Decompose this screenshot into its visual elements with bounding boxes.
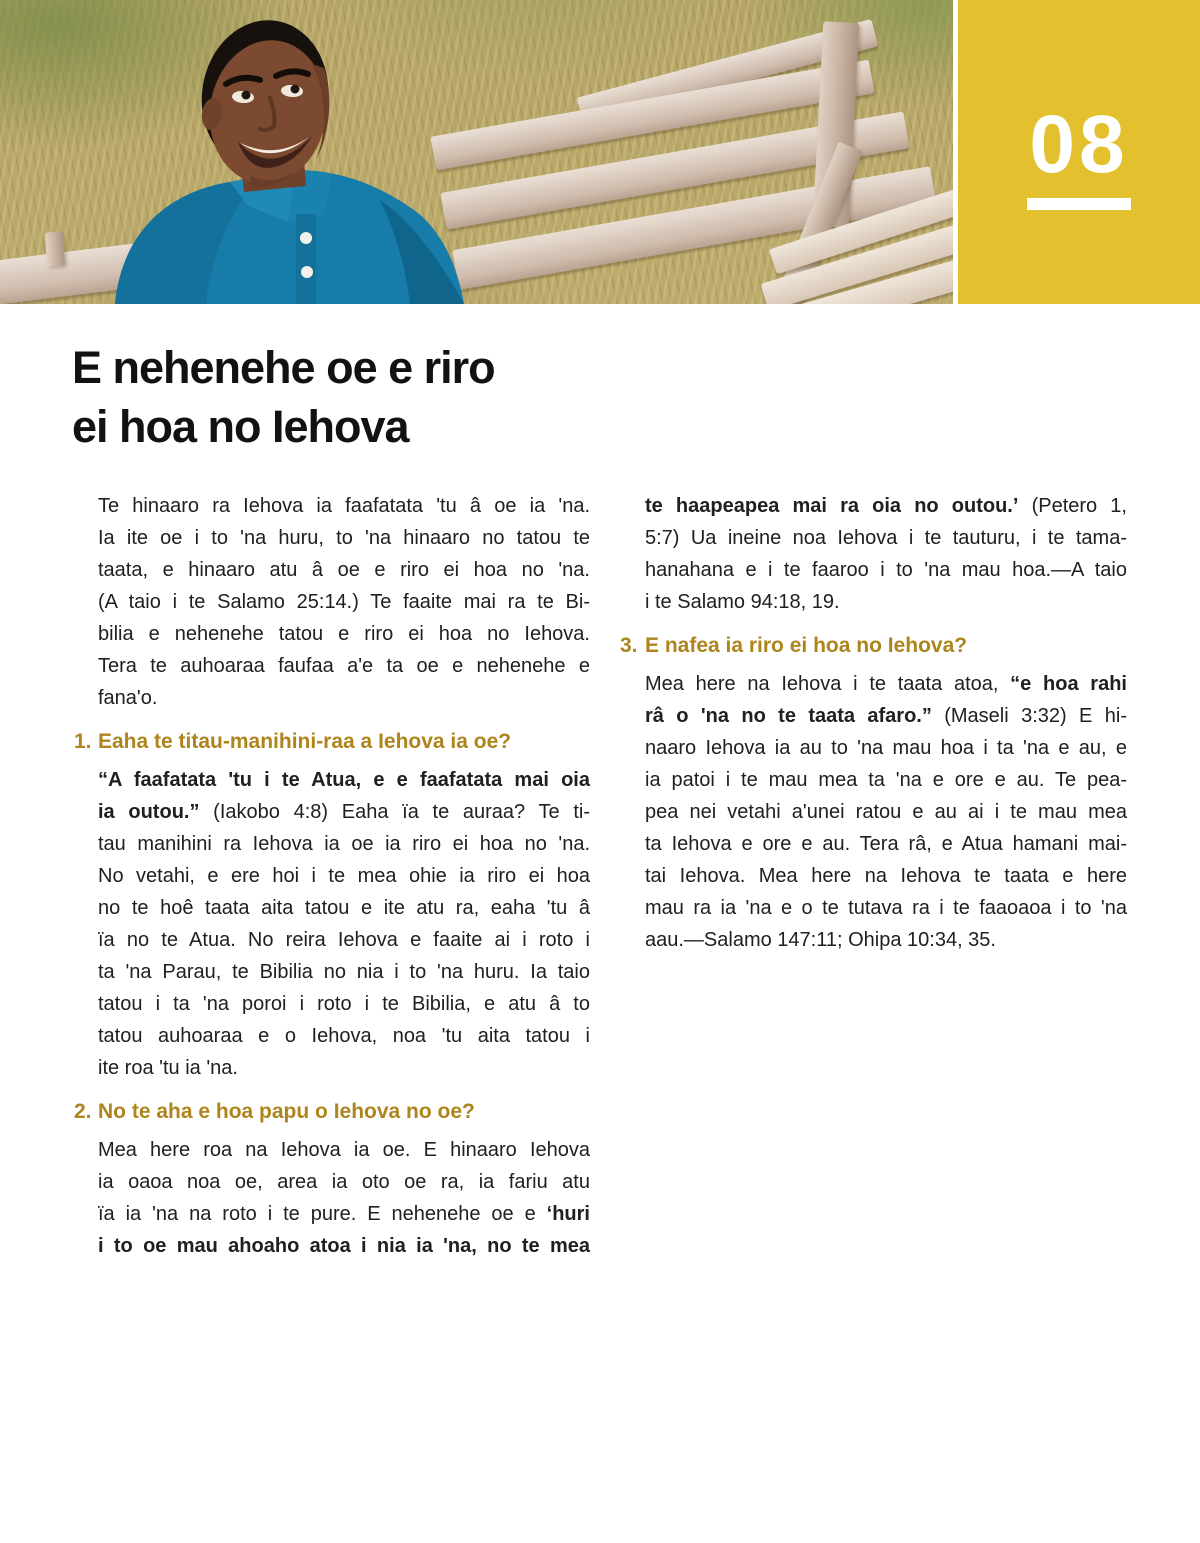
text-line: ia oaoa noa oe, area ia oto oe ra, ia fariu atu <box>98 1171 590 1193</box>
text-line: 5:7) Ua ineine noa Iehova i te tauturu, i te tama- <box>645 527 1127 549</box>
text-line: Mea here na Iehova i te taata atoa, “e hoa rahi <box>645 673 1127 695</box>
text-line: ia patoi i te mau mea ta 'na e ore e au. Te pea- <box>645 769 1127 791</box>
left-column <box>74 490 590 1262</box>
page-title <box>72 338 692 456</box>
intro-paragraph <box>98 490 590 714</box>
wood-post-left <box>45 231 65 266</box>
text-line: Te hinaaro ra Iehova ia faafatata 'tu â oe ia 'na. <box>98 495 590 517</box>
text-line: no te hoê taata aita tatou e ite atu ra, eaha 'tu â <box>98 897 590 919</box>
text-line: Ia ite oe i to 'na huru, to 'na hinaaro no tatou te <box>98 527 590 549</box>
question-3-text: E nafea ia riro ei hoa no Iehova? <box>645 634 968 657</box>
text-line: taata, e hinaaro atu â oe e riro ei hoa no 'na. <box>98 559 590 581</box>
text-line: tai Iehova. Mea here na Iehova te taata e here <box>645 865 1127 887</box>
question-3-heading <box>620 630 1127 662</box>
text-line: tatou auhoaraa e o Iehova, noa 'tu aita tatou i <box>98 1025 590 1047</box>
page-title-line2: ei hoa no Iehova <box>72 401 409 452</box>
paragraph-2 <box>98 1134 590 1262</box>
text-line: ïa no te Atua. No reira Iehova e faaite ai i roto i <box>98 929 590 951</box>
page-title-line1: E nehenehe oe e riro <box>72 342 495 393</box>
question-1-number: 1. <box>74 730 92 753</box>
text-line: (A taio i te Salamo 25:14.) Te faaite mai ra te Bi- <box>98 591 590 613</box>
text-line: “A faafatata 'tu i te Atua, e e faafatata mai oia <box>98 769 590 791</box>
text-line: ta 'na Parau, te Bibilia no nia i to 'na huru. Ia taio <box>98 961 590 983</box>
text-line: i to oe mau ahoaho atoa i nia ia 'na, no te mea <box>98 1235 590 1257</box>
text-line: No vetahi, e ere hoi i te mea ohie ia riro ei hoa <box>98 865 590 887</box>
text-line: te haapeapea mai ra oia no outou.’ (Petero 1, <box>645 495 1127 517</box>
text-line: tatou i ta 'na poroi i roto i te Bibilia, e atu â to <box>98 993 590 1015</box>
question-3-number: 3. <box>620 634 638 657</box>
text-line: pea nei vetahi a'unei ratou e au ai i te mau mea <box>645 801 1127 823</box>
right-column <box>620 490 1127 956</box>
text-line: aau.—Salamo 147:11; Ohipa 10:34, 35. <box>645 929 996 951</box>
text-line: râ o 'na no te taata afaro.” (Maseli 3:32) E hi- <box>645 705 1127 727</box>
text-line: fana'o. <box>98 687 158 709</box>
text-line: bilia e nehenehe tatou e riro ei hoa no Iehova. <box>98 623 590 645</box>
text-line: ia outou.” (Iakobo 4:8) Eaha ïa te auraa? Te ti- <box>98 801 590 823</box>
text-line: mau ra ia 'na e o te tutava ra i te faaoaoa i to 'na <box>645 897 1127 919</box>
chapter-badge <box>958 0 1200 304</box>
text-line: ïa ia 'na na roto i te pure. E nehenehe oe e ‘huri <box>98 1203 590 1225</box>
question-1-text: Eaha te titau-manihini-raa a Iehova ia oe? <box>98 730 512 753</box>
chapter-number: 08 <box>1029 99 1129 190</box>
text-line: Tera te auhoaraa faufaa a'e ta oe e nehenehe e <box>98 655 590 677</box>
man-illustration <box>80 10 500 304</box>
chapter-number-underline <box>1027 198 1131 210</box>
text-line: ta Iehova e ore e au. Tera râ, e Atua hamani mai- <box>645 833 1127 855</box>
paragraph-3 <box>645 668 1127 956</box>
text-line: tau manihini ra Iehova ia oe ia riro ei hoa no 'na. <box>98 833 590 855</box>
text-line: hanahana e i te faaroo i to 'na mau hoa.—A taio <box>645 559 1127 581</box>
question-2-number: 2. <box>74 1100 92 1123</box>
question-2-heading <box>74 1096 590 1128</box>
paragraph-1 <box>98 764 590 1084</box>
hero-photo <box>0 0 953 304</box>
question-1-heading <box>74 726 590 758</box>
text-line: naaro Iehova ia au to 'na mau hoa i ta 'na e au, e <box>645 737 1127 759</box>
paragraph-2-continued <box>645 490 1127 618</box>
question-2-text: No te aha e hoa papu o Iehova no oe? <box>98 1100 475 1123</box>
text-line: Mea here roa na Iehova ia oe. E hinaaro Iehova <box>98 1139 590 1161</box>
text-line: i te Salamo 94:18, 19. <box>645 591 840 613</box>
text-line: ite roa 'tu ia 'na. <box>98 1057 238 1079</box>
